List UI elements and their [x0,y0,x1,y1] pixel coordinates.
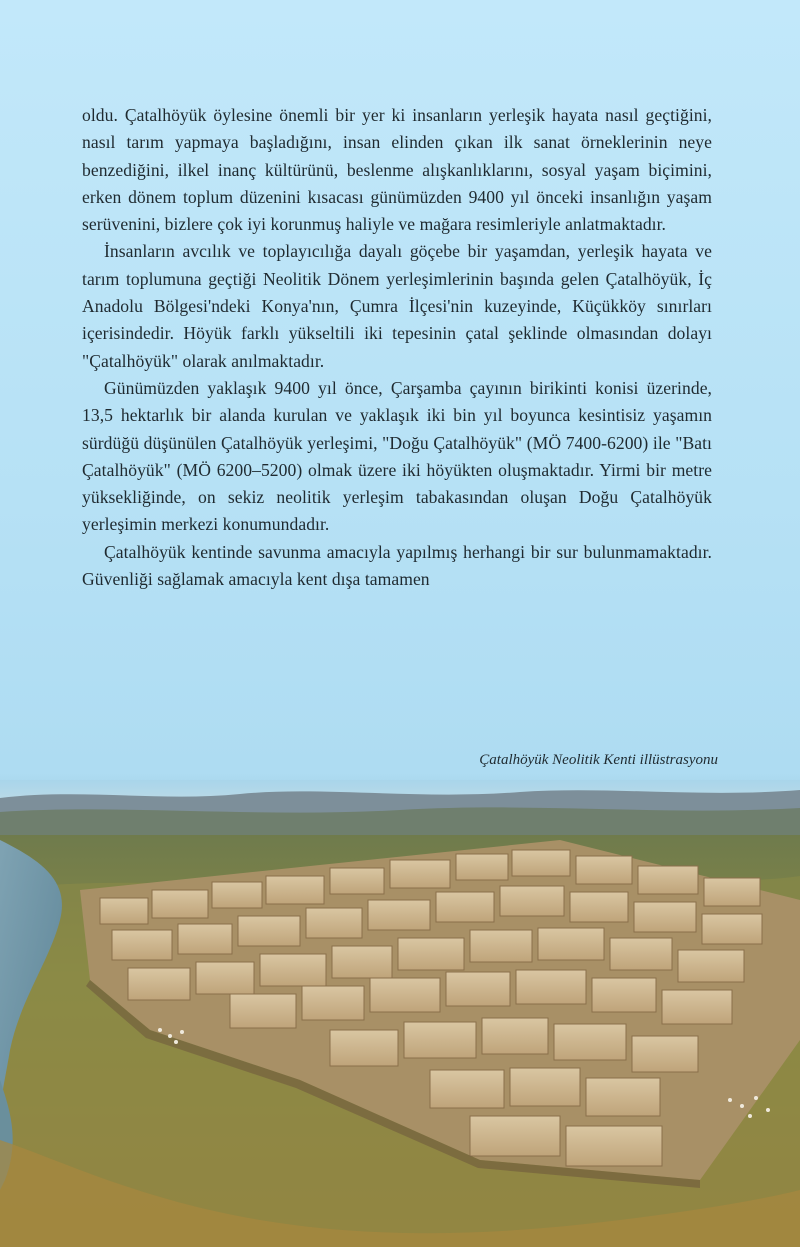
paragraph-1: oldu. Çatalhöyük öylesine önemli bir yer ki insanların yerleşik hayata nasıl geçtiğini, nasıl tarım yapmaya başladığını, insan elinden çıkan ilk sanat örneklerinin neye benzediğini, ilkel inanç kültürünü, beslenme alışkanlıklarını, sosyal yaşam biçimini, erken dönem toplum düzenini kısacası günümüzden 9400 yıl önceki insanlığın yaşam serüvenini, bizlere çok iyi korunmuş haliyle ve mağara resimleriyle anlatmaktadır. [82,105,712,235]
paragraph-2: İnsanların avcılık ve toplayıcılığa dayalı göçebe bir yaşamdan, yerleşik hayata ve tarım toplumuna geçtiği Neolitik Dönem yerleşimlerinin başında gelen Çatalhöyük, İç Anadolu Bölgesi'ndeki Konya'nın, Çumra İlçesi'nin kuzeyinde, Küçükköy sınırları içerisindedir. Höyük farklı yükseltili iki tepesinin çatal şeklinde olmasından dolayı "Çatalhöyük" olarak anılmaktadır. [82,241,712,371]
paragraph-4: Çatalhöyük kentinde savunma amacıyla yapılmış herhangi bir sur bulunmamaktadır. Güvenliği sağlamak amacıyla kent dışa tamamen [82,541,712,590]
catalhoyuk-illustration [0,780,800,1247]
illustration-caption: Çatalhöyük Neolitik Kenti illüstrasyonu [479,752,718,768]
body-text [82,102,712,593]
settlement-illustration-image [0,780,800,1247]
paragraph-3: Günümüzden yaklaşık 9400 yıl önce, Çarşamba çayının birikinti konisi üzerinde, 13,5 hektarlık bir alanda kurulan ve yaklaşık iki bin yıl boyunca kesintisiz yaşamın sürdüğü düşünülen Çatalhöyük yerleşimi, "Doğu Çatalhöyük" (MÖ 7400-6200) ile "Batı Çatalhöyük" (MÖ 6200–5200) olmak üzere iki höyükten oluşmaktadır. Yirmi bir metre yüksekliğinde, on sekiz neolitik yerleşim tabakasından oluşan Doğu Çatalhöyük yerleşimin merkezi konumundadır. [82,377,712,535]
